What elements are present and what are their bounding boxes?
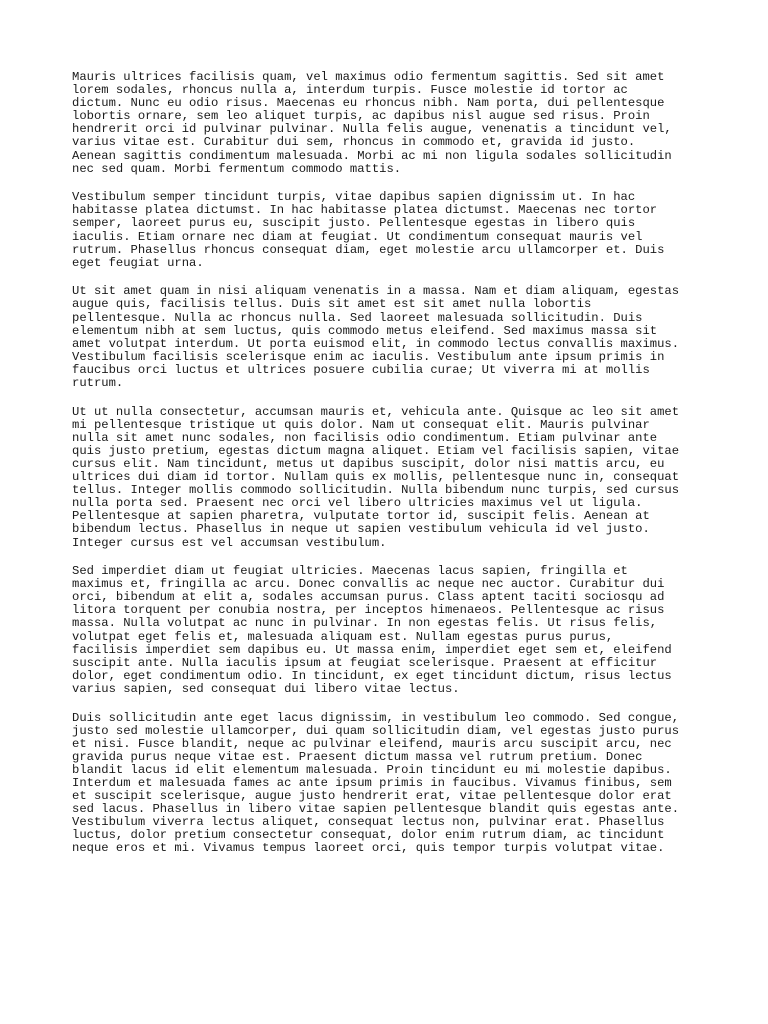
text-line: Mauris ultrices facilisis quam, vel maximus odio fermentum sagittis. Sed sit amet bbox=[72, 70, 665, 84]
text-line: luctus, dolor pretium consectetur consequat, dolor enim rutrum diam, ac tincidunt bbox=[72, 828, 665, 843]
text-line: lobortis ornare, sem leo aliquet turpis, ac dapibus nisl augue sed risus. Proin bbox=[72, 109, 650, 124]
text-line: Pellentesque at sapien pharetra, vulputate tortor id, suscipit felis. Aenean at bbox=[72, 509, 650, 524]
paragraph-1 bbox=[72, 71, 702, 176]
text-line: gravida purus neque vitae est. Praesent dictum massa vel rutrum pretium. Donec bbox=[72, 749, 643, 764]
text-line: mi pellentesque tristique ut quis dolor. Nam ut consequat elit. Mauris pulvinar bbox=[72, 417, 650, 432]
text-line: Sed imperdiet diam ut feugiat ultricies. Maecenas lacus sapien, fringilla et bbox=[72, 564, 628, 579]
text-line: nulla sit amet nunc sodales, non facilisis odio condimentum. Etiam pulvinar ante bbox=[72, 430, 658, 445]
text-line: hendrerit orci id pulvinar pulvinar. Nulla felis augue, venenatis a tincidunt vel, bbox=[72, 122, 672, 137]
text-line: rutrum. Phasellus rhoncus consequat diam, eget molestie arcu ullamcorper et. Duis bbox=[72, 242, 665, 257]
text-line: faucibus orci luctus et ultrices posuere cubilia curae; Ut viverra mi at mollis bbox=[72, 362, 650, 377]
text-line: dictum. Nunc eu odio risus. Maecenas eu rhoncus nibh. Nam porta, dui pellentesque bbox=[72, 96, 665, 111]
text-line: Ut sit amet quam in nisi aliquam venenatis in a massa. Nam et diam aliquam, egestas bbox=[72, 284, 680, 299]
text-line: facilisis imperdiet sem dapibus eu. Ut massa enim, imperdiet eget sem et, eleifend bbox=[72, 642, 672, 657]
text-line: Interdum et malesuada fames ac ante ipsum primis in faucibus. Vivamus finibus, sem bbox=[72, 776, 672, 790]
text-line: et suscipit scelerisque, augue justo hendrerit erat, vitae pellentesque dolor erat bbox=[72, 789, 672, 804]
paragraph-5 bbox=[72, 565, 702, 696]
text-line: semper, laoreet purus eu, suscipit justo. Pellentesque egestas in libero quis bbox=[72, 216, 636, 231]
text-line: sed lacus. Phasellus in libero vitae sapien pellentesque blandit quis egestas ante. bbox=[72, 802, 680, 817]
text-line: Vestibulum semper tincidunt turpis, vitae dapibus sapien dignissim ut. In hac bbox=[72, 190, 636, 205]
text-line: maximus et, fringilla ac arcu. Donec convallis ac neque nec auctor. Curabitur dui bbox=[72, 577, 665, 592]
text-line: justo sed molestie ullamcorper, dui quam sollicitudin diam, vel egestas justo purus bbox=[72, 723, 680, 738]
text-line: Aenean sagittis condimentum malesuada. Morbi ac mi non ligula sodales sollicitudin bbox=[72, 148, 672, 163]
text-line: rutrum. bbox=[72, 375, 124, 390]
text-line: orci, bibendum at elit a, sodales accumsan purus. Class aptent taciti sociosqu ad bbox=[72, 590, 665, 605]
paragraph-4 bbox=[72, 406, 702, 550]
text-line: nulla porta sed. Praesent nec orci vel libero ultricies maximus vel ut ligula. bbox=[72, 496, 643, 511]
text-line: cursus elit. Nam tincidunt, metus ut dapibus suscipit, dolor nisi mattis arcu, eu bbox=[72, 456, 665, 471]
text-line: volutpat eget felis et, malesuada aliquam est. Nullam egestas purus purus, bbox=[72, 629, 614, 644]
text-line: litora torquent per conubia nostra, per inceptos himenaeos. Pellentesque ac risus bbox=[72, 603, 665, 618]
paragraph-3 bbox=[72, 285, 702, 390]
text-line: suscipit ante. Nulla iaculis ipsum at feugiat scelerisque. Praesent at efficitur bbox=[72, 655, 658, 670]
text-line: nec sed quam. Morbi fermentum commodo mattis. bbox=[72, 161, 402, 176]
text-line: ultrices dui diam id tortor. Nullam quis ex mollis, pellentesque nunc in, consequat bbox=[72, 470, 680, 485]
text-line: iaculis. Etiam ornare nec diam at feugiat. Ut condimentum consequat mauris vel bbox=[72, 229, 643, 244]
document-page bbox=[72, 71, 702, 871]
text-line: quis justo pretium, egestas dictum magna aliquet. Etiam vel facilisis sapien, vitae bbox=[72, 443, 680, 458]
text-line: massa. Nulla volutpat ac nunc in pulvinar. In non egestas felis. Ut risus felis, bbox=[72, 616, 658, 631]
text-line: Integer cursus est vel accumsan vestibulum. bbox=[72, 535, 387, 550]
text-line: augue quis, facilisis tellus. Duis sit amet est sit amet nulla lobortis bbox=[72, 297, 592, 312]
text-line: dolor, eget condimentum odio. In tincidunt, ex eget tincidunt dictum, risus lectus bbox=[72, 668, 672, 683]
text-line: tellus. Integer mollis commodo sollicitudin. Nulla bibendum nunc turpis, sed cursus bbox=[72, 483, 680, 498]
text-line: Vestibulum viverra lectus aliquet, consequat lectus non, pulvinar erat. Phasellus bbox=[72, 815, 665, 830]
text-line: lorem sodales, rhoncus nulla a, interdum turpis. Fusce molestie id tortor ac bbox=[72, 83, 628, 98]
text-line: amet volutpat interdum. Ut porta euismod elit, in commodo lectus convallis maximus. bbox=[72, 336, 680, 351]
text-line: pellentesque. Nulla ac rhoncus nulla. Sed laoreet malesuada sollicitudin. Duis bbox=[72, 310, 643, 325]
text-line: Vestibulum facilisis scelerisque enim ac iaculis. Vestibulum ante ipsum primis in bbox=[72, 349, 665, 364]
text-line: bibendum lectus. Phasellus in neque ut sapien vestibulum vehicula id vel justo. bbox=[72, 522, 650, 537]
paragraph-6 bbox=[72, 712, 702, 856]
text-line: varius vitae est. Curabitur dui sem, rhoncus in commodo et, gravida id justo. bbox=[72, 135, 636, 150]
text-line: eget feugiat urna. bbox=[72, 255, 204, 270]
text-line: et nisi. Fusce blandit, neque ac pulvinar eleifend, mauris arcu suscipit arcu, nec bbox=[72, 736, 672, 751]
text-line: elementum nibh at sem luctus, quis commodo metus eleifend. Sed maximus massa sit bbox=[72, 323, 658, 338]
text-line: Duis sollicitudin ante eget lacus dignissim, in vestibulum leo commodo. Sed congue, bbox=[72, 710, 680, 725]
text-line: habitasse platea dictumst. In hac habitasse platea dictumst. Maecenas nec tortor bbox=[72, 203, 658, 218]
text-line: Ut ut nulla consectetur, accumsan mauris et, vehicula ante. Quisque ac leo sit amet bbox=[72, 404, 680, 419]
text-line: neque eros et mi. Vivamus tempus laoreet orci, quis tempor turpis volutpat vitae. bbox=[72, 841, 665, 856]
paragraph-2 bbox=[72, 191, 702, 270]
text-line: blandit lacus id elit elementum malesuada. Proin tincidunt eu mi molestie dapibus. bbox=[72, 762, 672, 777]
text-line: varius sapien, sed consequat dui libero vitae lectus. bbox=[72, 681, 460, 696]
